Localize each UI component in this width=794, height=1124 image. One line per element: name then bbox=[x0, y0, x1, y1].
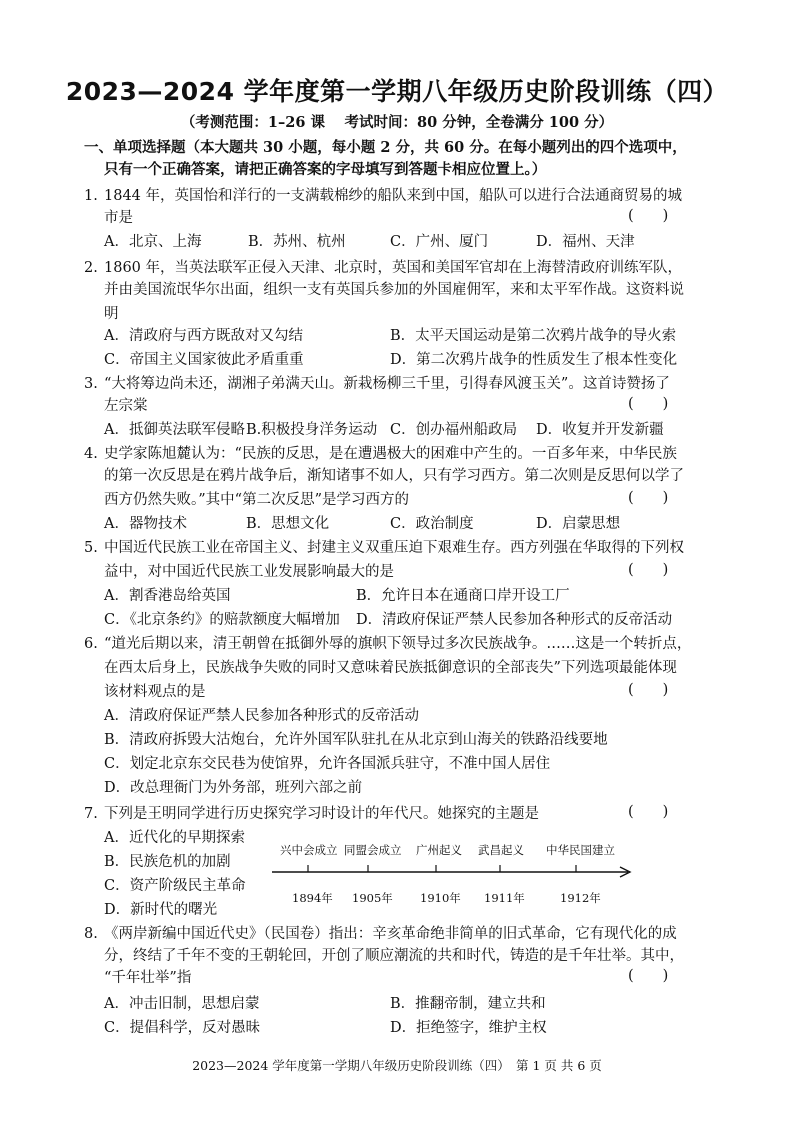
timeline-year: 1905年 bbox=[352, 891, 393, 905]
option-c: C．《北京条约》的赔款额度大幅增加 bbox=[104, 612, 340, 628]
option-d: D．启蒙思想 bbox=[536, 516, 621, 532]
option-b: B．清政府拆毁大沽炮台，允许外国军队驻扎在从北京到山海关的铁路沿线要地 bbox=[104, 732, 608, 748]
answer-blank: ( ) bbox=[628, 562, 669, 578]
question-text: 1844 年，英国怡和洋行的一支满载棉纱的船队来到中国，船队可以进行合法通商贸易的城 bbox=[104, 188, 683, 204]
answer-blank: ( ) bbox=[628, 804, 669, 820]
question-text: “大将筹边尚未还，湖湘子弟满天山。新栽杨柳三千里，引得春风渡玉关”。这首诗赞扬了 bbox=[104, 376, 670, 392]
section-heading-line1 bbox=[84, 138, 687, 158]
question-text: 并由美国流氓华尔出面，组织一支有英国兵参加的外国雇佣军，来和太平军作战。这资料说 bbox=[104, 282, 684, 298]
option-c: C．帝国主义国家彼此矛盾重重 bbox=[104, 352, 304, 368]
timeline-event: 广州起义 bbox=[416, 843, 462, 857]
option-a: A．抵御英法联军侵略 bbox=[104, 422, 245, 438]
question-number: 8. bbox=[84, 926, 98, 942]
question-text: 明 bbox=[104, 306, 119, 322]
question-text: 分，终结了千年不变的王朝轮回，开创了顺应潮流的共和时代，铸造的是千年壮举。其中， bbox=[104, 948, 684, 964]
option-b: B．民族危机的加剧 bbox=[104, 854, 231, 870]
answer-blank: ( ) bbox=[628, 682, 669, 698]
option-a: A．近代化的早期探索 bbox=[104, 830, 245, 846]
question-text: 史学家陈旭麓认为：“民族的反思，是在遭遇极大的困难中产生的。一百多年来，中华民族 bbox=[104, 446, 677, 462]
option-c: C．资产阶级民主革命 bbox=[104, 878, 246, 894]
page-title: 2023—2024 学年度第一学期八年级历史阶段训练（四） bbox=[65, 77, 729, 106]
option-c: C．创办福州船政局 bbox=[390, 422, 518, 438]
section-instructions: （本大题共 30 小题，每小题 2 分，共 60 分。在每小题列出的四个选项中， bbox=[185, 139, 687, 156]
question-text: 在西太后身上，民族战争失败的同时又意味着民族抵御意识的全部丧失”下列选项最能体现 bbox=[104, 660, 677, 676]
question-number: 1. bbox=[84, 188, 98, 204]
section-title: 一、单项选择题 bbox=[84, 139, 186, 156]
exam-info: （考测范围：1–26 课 考试时间：80 分钟，全卷满分 100 分） bbox=[180, 114, 614, 131]
option-c: C．提倡科学，反对愚昧 bbox=[104, 1020, 261, 1036]
section-instructions-line2: 只有一个正确答案，请把正确答案的字母填写到答题卡相应位置上。） bbox=[104, 161, 547, 178]
timeline-event: 武昌起义 bbox=[478, 843, 524, 857]
option-a: A．北京、上海 bbox=[104, 234, 202, 250]
option-d: D．改总理衙门为外务部，班列六部之前 bbox=[104, 780, 363, 796]
option-c: C．广州、厦门 bbox=[390, 234, 489, 250]
answer-blank: ( ) bbox=[628, 968, 669, 984]
option-b: B．思想文化 bbox=[246, 516, 330, 532]
option-d: D．新时代的曙光 bbox=[104, 902, 218, 918]
question-text: 《两岸新编中国近代史》（民国卷）指出：辛亥革命绝非简单的旧式革命，它有现代化的成 bbox=[104, 926, 677, 942]
option-a: A．清政府与西方既敌对又勾结 bbox=[104, 328, 303, 344]
option-d: D．清政府保证严禁人民参加各种形式的反帝活动 bbox=[356, 612, 673, 628]
timeline-ruler bbox=[270, 842, 640, 912]
option-d: D．拒绝签字，维护主权 bbox=[390, 1020, 547, 1036]
question-number: 2. bbox=[84, 260, 98, 276]
question-text: 西方仍然失败。”其中“第二次反思”是学习西方的 bbox=[104, 492, 409, 508]
answer-blank: ( ) bbox=[628, 490, 669, 506]
option-b: B．太平天国运动是第二次鸦片战争的导火索 bbox=[390, 328, 677, 344]
option-a: A．清政府保证严禁人民参加各种形式的反帝活动 bbox=[104, 708, 419, 724]
question-number: 6. bbox=[84, 636, 98, 652]
question-text: 左宗棠 bbox=[104, 398, 148, 414]
question-text: “道光后期以来，清王朝曾在抵御外辱的旗帜下领导过多次民族战争。……这是一个转折点， bbox=[104, 636, 692, 652]
option-b: B．推翻帝制，建立共和 bbox=[390, 996, 546, 1012]
option-b: B.积极投身洋务运动 bbox=[246, 422, 378, 438]
question-text: 市是 bbox=[104, 210, 133, 226]
option-b: B．苏州、杭州 bbox=[248, 234, 346, 250]
timeline-year: 1912年 bbox=[560, 891, 601, 905]
option-a: A．器物技术 bbox=[104, 516, 187, 532]
timeline-event: 兴中会成立 bbox=[280, 843, 338, 857]
timeline-year: 1894年 bbox=[292, 891, 333, 905]
option-c: C．划定北京东交民巷为使馆界，允许各国派兵驻守，不准中国人居住 bbox=[104, 756, 551, 772]
question-text: 益中，对中国近代民族工业发展影响最大的是 bbox=[104, 564, 394, 580]
question-text: 1860 年，当英法联军正侵入天津、北京时，英国和美国军官却在上海替清政府训练军队， bbox=[104, 260, 683, 276]
question-text: 中国近代民族工业在帝国主义、封建主义双重压迫下艰难生存。西方列强在华取得的下列权 bbox=[104, 540, 684, 556]
question-number: 3. bbox=[84, 376, 98, 392]
option-d: D．第二次鸦片战争的性质发生了根本性变化 bbox=[390, 352, 678, 368]
question-text: 下列是王明同学进行历史探究学习时设计的年代尺。她探究的主题是 bbox=[104, 806, 539, 822]
option-d: D．福州、天津 bbox=[536, 234, 635, 250]
question-number: 7. bbox=[84, 806, 98, 822]
question-number: 4. bbox=[84, 446, 98, 462]
question-text: 的第一次反思是在鸦片战争后，渐知诸事不如人，只有学习西方。第二次则是反思何以学了 bbox=[104, 468, 684, 484]
answer-blank: ( ) bbox=[628, 208, 669, 224]
option-b: B．允许日本在通商口岸开设工厂 bbox=[356, 588, 570, 604]
option-d: D．收复并开发新疆 bbox=[536, 422, 664, 438]
option-a: A．冲击旧制，思想启蒙 bbox=[104, 996, 260, 1012]
question-text: 该材料观点的是 bbox=[104, 684, 206, 700]
timeline-year: 1911年 bbox=[484, 891, 525, 905]
option-a: A．割香港岛给英国 bbox=[104, 588, 231, 604]
timeline-event: 中华民国建立 bbox=[546, 843, 615, 857]
option-c: C．政治制度 bbox=[390, 516, 474, 532]
question-text: “千年壮举”指 bbox=[104, 970, 192, 986]
question-number: 5. bbox=[84, 540, 98, 556]
answer-blank: ( ) bbox=[628, 396, 669, 412]
timeline-year: 1910年 bbox=[420, 891, 461, 905]
timeline-event: 同盟会成立 bbox=[344, 843, 402, 857]
page-footer: 2023—2024 学年度第一学期八年级历史阶段训练（四） 第 1 页 共 6 页 bbox=[192, 1058, 602, 1073]
